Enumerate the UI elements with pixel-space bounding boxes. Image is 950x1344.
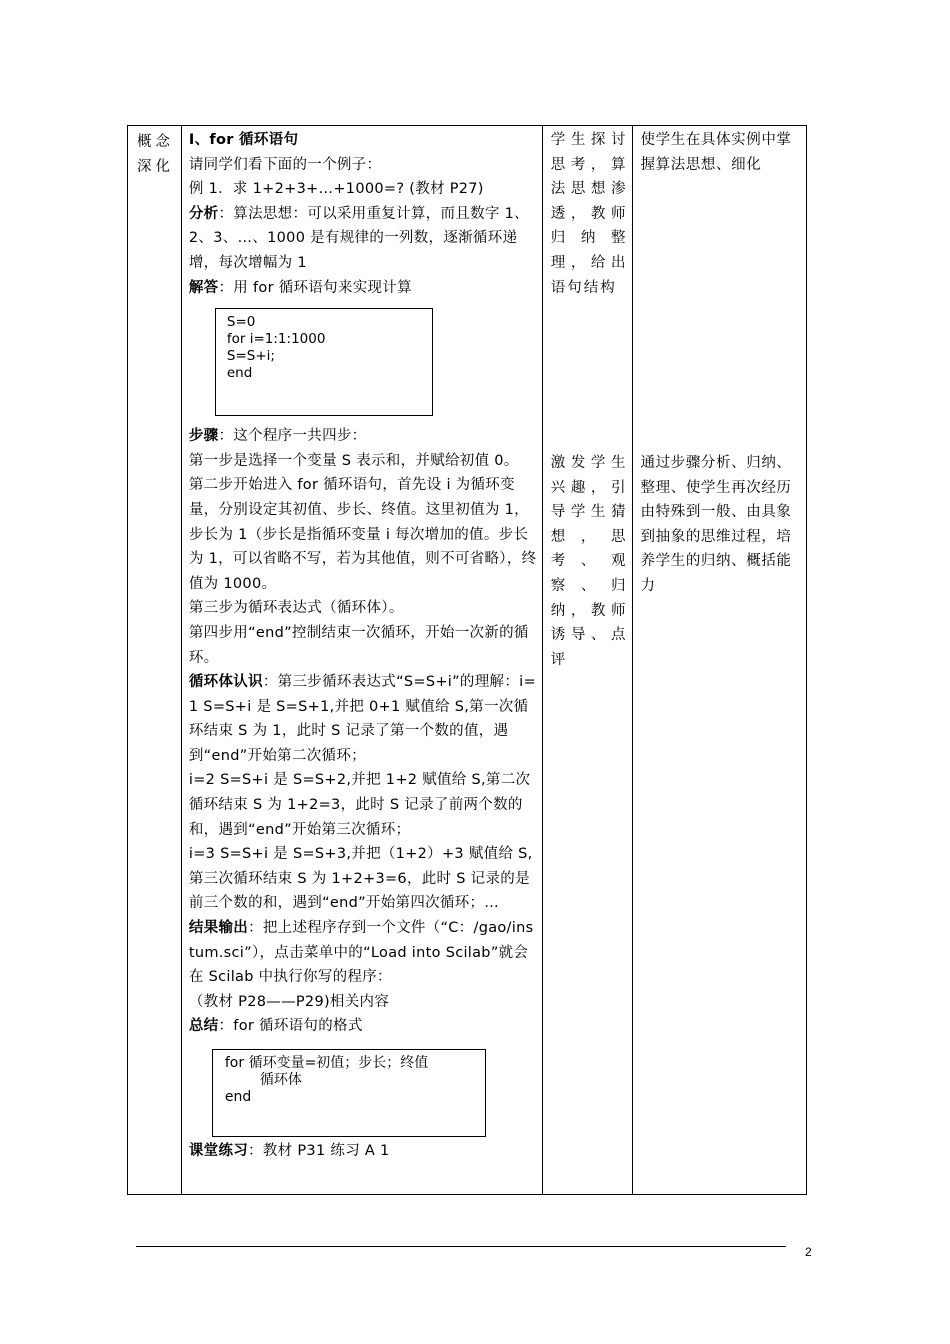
reference-text: （教材 P28——P29)相关内容 xyxy=(188,993,390,1010)
student-activity-1: 学生探讨思考，算法思想渗透，教师归纳整理，给出语句结构 xyxy=(550,132,628,296)
step-1: 第一步是选择一个变量 S 表示和，并赋给初值 0。 xyxy=(188,452,519,469)
for-syntax-box xyxy=(212,1049,486,1137)
result-label: 结果输出 xyxy=(188,920,249,937)
lesson-table xyxy=(127,125,807,1195)
step-4: 第四步用“end”控制结束一次循环，开始一次新的循环。 xyxy=(188,624,529,666)
code-line: S=S+i; xyxy=(226,348,275,365)
syntax-line: 循环体 xyxy=(259,1072,302,1088)
loop-paragraph xyxy=(189,670,537,768)
summary-paragraph xyxy=(189,1014,537,1039)
design-intent-1: 使学生在具体实例中掌握算法思想、细化 xyxy=(640,132,792,173)
code-example-box xyxy=(215,308,433,416)
loop-iteration-3: i=3 S=S+i 是 S=S+3,并把（1+2）+3 赋值给 S,第三次循环结束 S 为 1+2+3=6，此时 S 记录的是前三个数的和，遇到“end”开始第四次循环；… xyxy=(188,846,533,912)
answer-text: ：用 for 循环语句来实现计算 xyxy=(218,279,412,296)
design-intent-2: 通过步骤分析、归纳、整理、使学生再次经历由特殊到一般、由具象到抽象的思维过程，培养学生的归纳、概括能力 xyxy=(640,455,792,594)
answer-label: 解答 xyxy=(188,279,219,296)
page-number: 2 xyxy=(805,1245,812,1259)
design-intent-cell xyxy=(633,126,806,1194)
steps-label: 步骤 xyxy=(188,428,219,445)
student-activity-cell xyxy=(543,126,633,1194)
analysis-paragraph xyxy=(189,202,537,276)
step-2: 第二步开始进入 for 循环语句，首先设 i 为循环变量，分别设定其初值、步长、终值。这里初值为 1，步长为 1（步长是指循环变量 i 每次增加的值。步长为 1，可以省略不写，若为其他值，则不可省略），终值为 1000。 xyxy=(188,477,537,592)
footer-divider xyxy=(136,1246,786,1247)
syntax-line: for 循环变量=初值；步长；终值 xyxy=(224,1055,429,1071)
answer-paragraph xyxy=(189,276,537,301)
syntax-line: end xyxy=(224,1089,252,1105)
code-line: for i=1:1:1000 xyxy=(226,331,326,348)
result-paragraph xyxy=(189,916,537,990)
section-label: 概念深化 xyxy=(137,134,174,175)
student-activity-2: 激发学生兴趣，引导学生猜想，思考、观察、归纳，教师诱导、点评 xyxy=(550,455,628,668)
steps-paragraph xyxy=(189,424,537,449)
practice-paragraph xyxy=(189,1139,537,1164)
example-text: 例 1．求 1+2+3+…+1000=? (教材 P27) xyxy=(188,181,484,198)
practice-label: 课堂练习 xyxy=(188,1143,249,1159)
section-heading: I、for 循环语句 xyxy=(188,132,299,148)
content-cell xyxy=(182,126,543,1194)
analysis-text: ：算法思想：可以采用重复计算，而且数字 1、2、3、…、1000 是有规律的一列数，逐渐循环递增，每次增幅为 1 xyxy=(188,205,529,271)
loop-label: 循环体认识 xyxy=(188,674,263,691)
intro-text: 请同学们看下面的一个例子： xyxy=(188,156,382,173)
steps-text: ：这个程序一共四步： xyxy=(218,428,367,445)
loop-text: ：第三步循环表达式“S=S+i”的理解：i=1 S=S+i 是 S=S+1,并把 0+1 赋值给 S,第一次循环结束 S 为 1，此时 S 记录了第一个数的值，遇到“end”开始第二次循环； xyxy=(188,674,536,764)
result-text: ：把上述程序存到一个文件（“C：/gao/instum.sci”），点击菜单中的“Load into Scilab”就会在 Scilab 中执行你写的程序： xyxy=(188,920,534,986)
practice-text: ：教材 P31 练习 A 1 xyxy=(248,1143,390,1159)
loop-iteration-2: i=2 S=S+i 是 S=S+2,并把 1+2 赋值给 S,第二次循环结束 S 为 1+2=3，此时 S 记录了前两个数的和，遇到“end”开始第三次循环； xyxy=(188,772,531,838)
code-line: S=0 xyxy=(226,314,256,331)
analysis-label: 分析 xyxy=(188,205,219,222)
summary-label: 总结 xyxy=(188,1018,219,1035)
section-label-cell xyxy=(128,126,182,1194)
summary-text: ：for 循环语句的格式 xyxy=(218,1018,363,1035)
code-line: end xyxy=(226,365,253,382)
step-3: 第三步为循环表达式（循环体）。 xyxy=(188,600,404,617)
